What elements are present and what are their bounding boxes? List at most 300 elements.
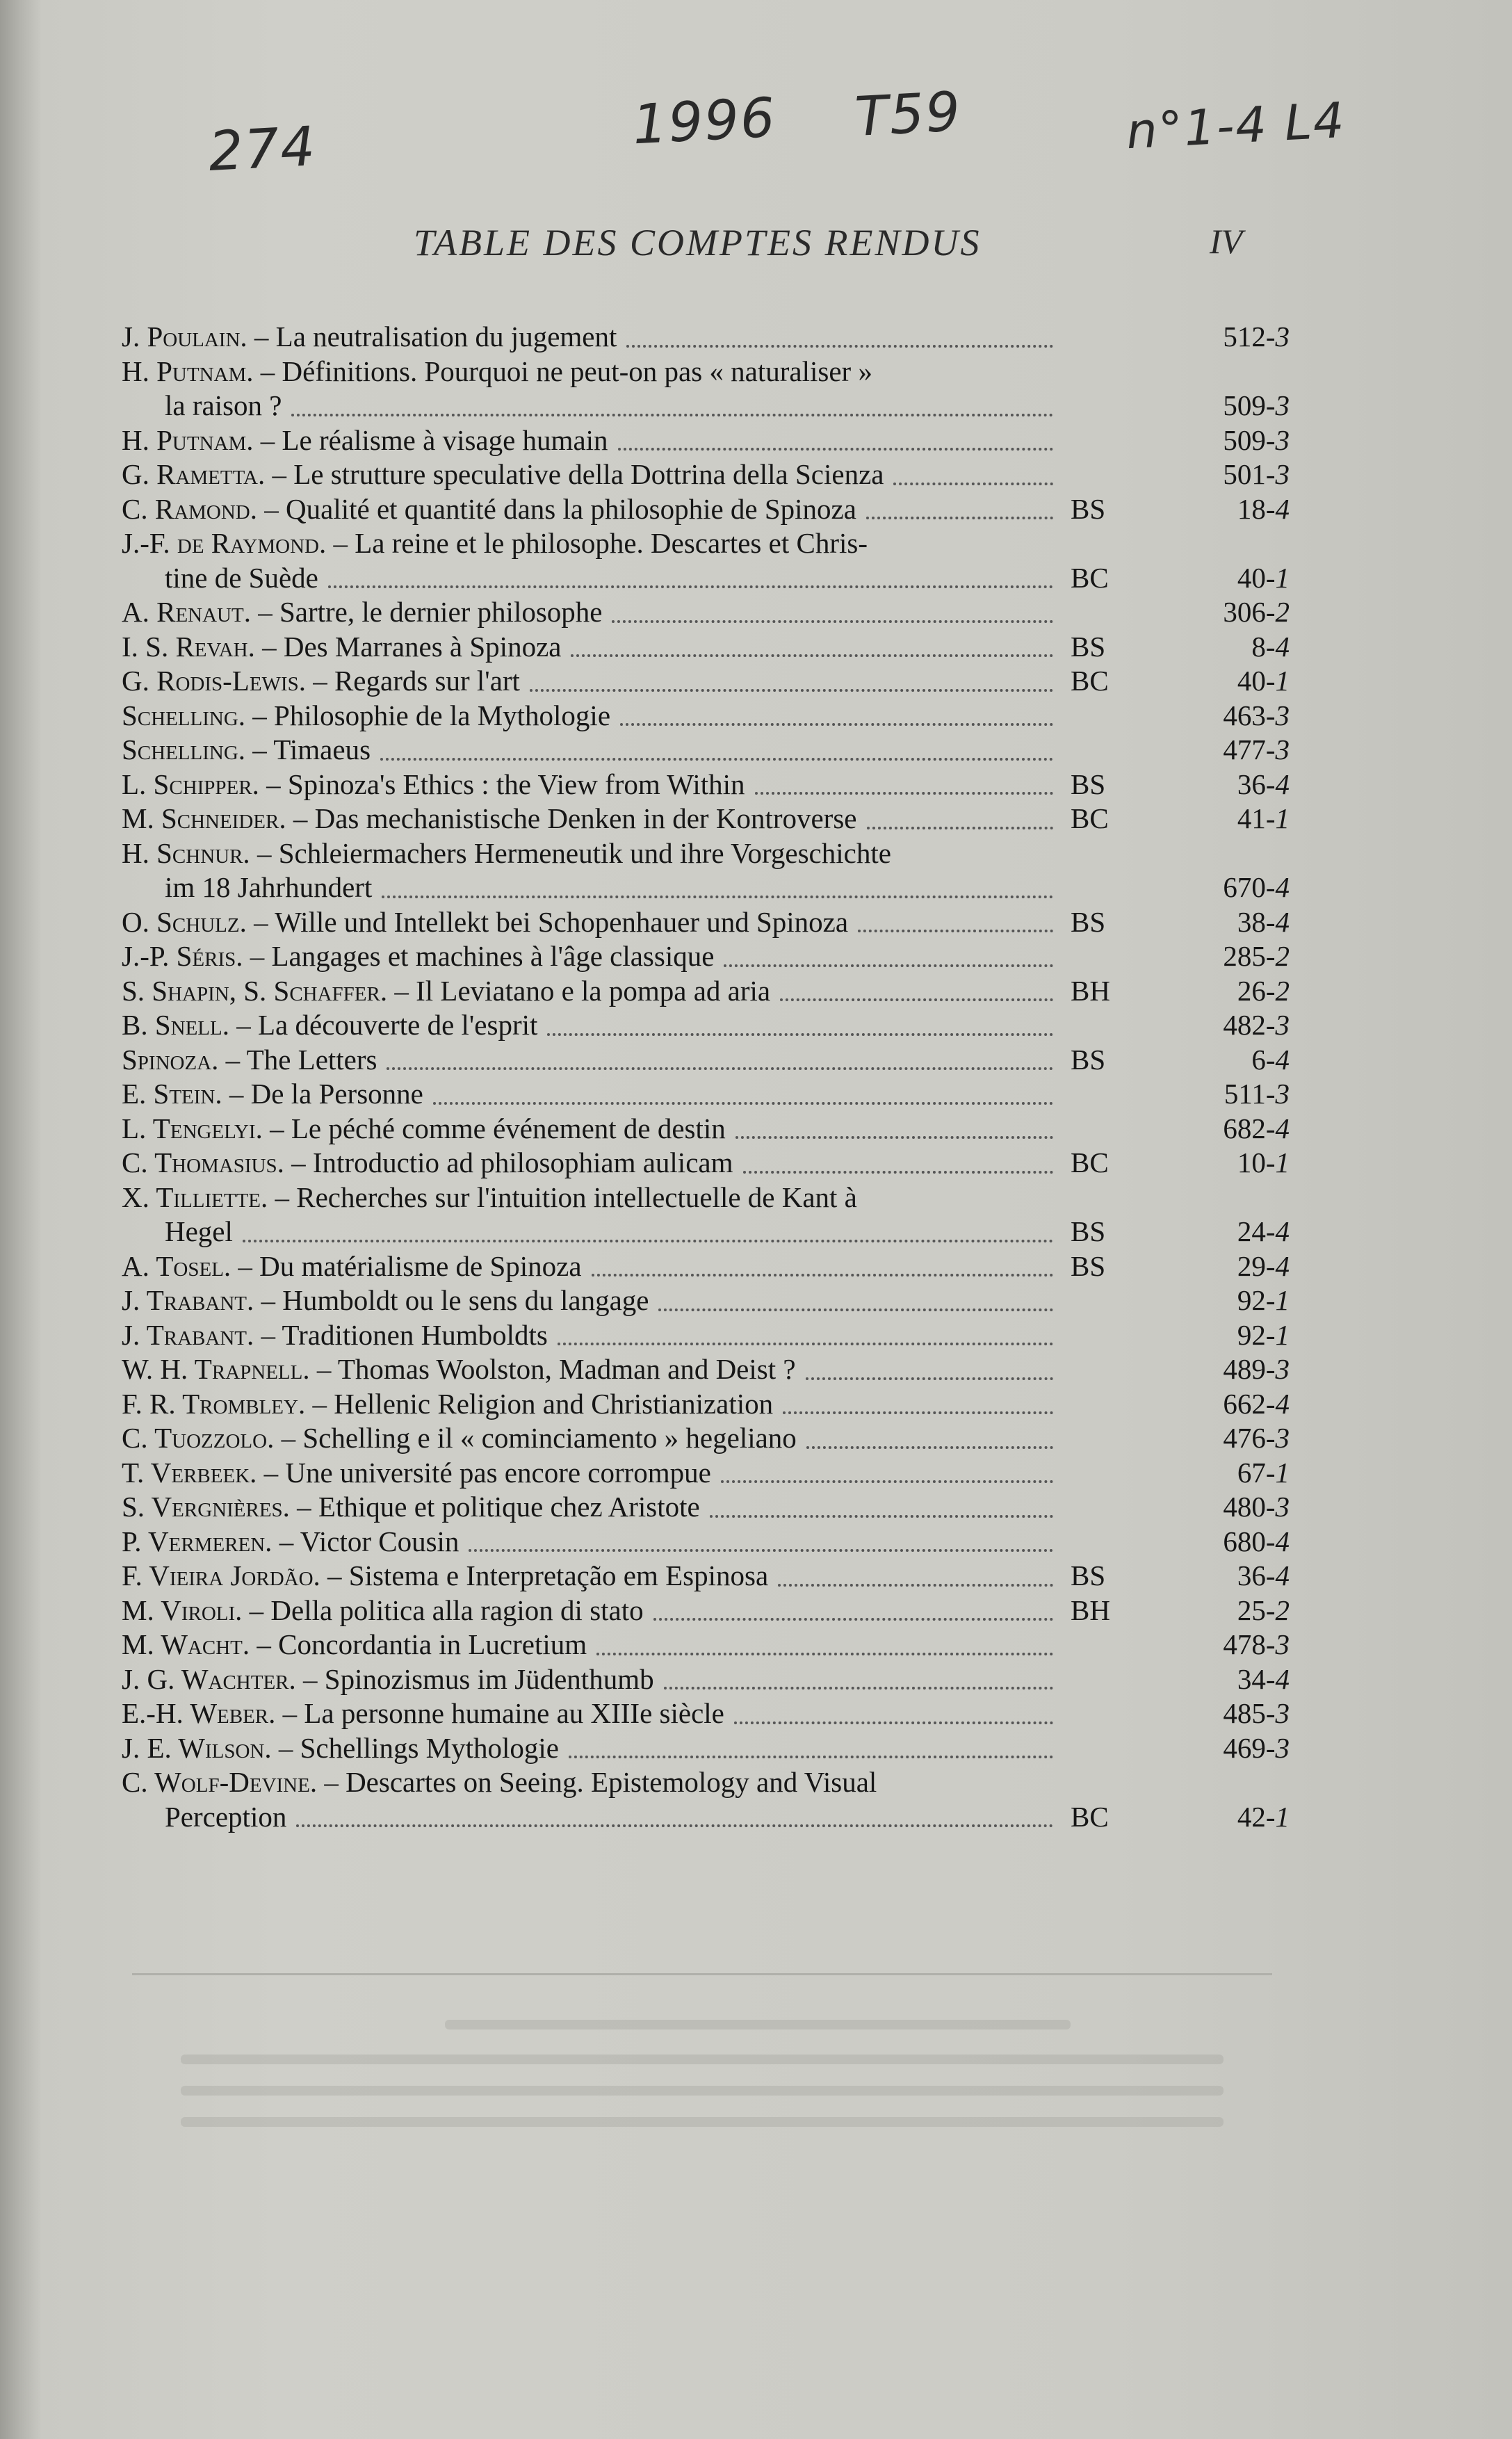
entry-line: C. Ramond. – Qualité et quantité dans la philosophie de Spinoza BS 18-4	[122, 492, 1290, 527]
issue-number: 2	[1275, 974, 1290, 1007]
bleed-through-rule	[132, 1973, 1272, 1975]
bleed-through-text	[445, 2020, 1071, 2029]
page-number: 41-	[1237, 802, 1276, 834]
issue-number: 3	[1275, 321, 1290, 353]
entry-title: Philosophie de la Mythologie	[274, 699, 611, 731]
entry-title: Concordantia in Lucretium	[278, 1628, 587, 1660]
entry-line: M. Wacht. – Concordantia in Lucretium 478-3	[122, 1628, 1290, 1662]
entry-page-ref	[1164, 1352, 1290, 1387]
entry-line: E.-H. Weber. – La personne humaine au XIIIe siècle 485-3	[122, 1696, 1290, 1731]
entry-line: Schelling. – Philosophie de la Mythologie 463-3	[122, 699, 1290, 734]
page-number: 477-	[1223, 734, 1276, 765]
entry-code: BH	[1071, 1594, 1110, 1626]
entry-page-ref	[1164, 492, 1290, 527]
leader-dots	[596, 1653, 1053, 1655]
leader-dots	[569, 1756, 1053, 1758]
leader-dots	[618, 448, 1053, 451]
entry-line: E. Stein. – De la Personne 511-3	[122, 1077, 1290, 1112]
entry-line: M. Schneider. – Das mechanistische Denken in der Kontroverse BC 41-1	[122, 802, 1290, 836]
entry-author: C. Wolf-Devine.	[122, 1766, 318, 1798]
entry-title: La personne humaine au XIIIe siècle	[304, 1697, 724, 1729]
issue-number: 3	[1275, 1009, 1290, 1041]
issue-number: 3	[1275, 423, 1290, 456]
issue-number: 1	[1275, 1800, 1290, 1833]
review-entry	[122, 1387, 1290, 1422]
leader-dots	[612, 620, 1053, 623]
entry-author: H. Putnam.	[122, 355, 254, 387]
issue-number: 3	[1275, 1697, 1290, 1729]
entry-page-ref	[1164, 1249, 1290, 1284]
entry-code: BS	[1071, 492, 1106, 525]
entry-page-ref	[1164, 1594, 1290, 1628]
entry-author: G. Rametta.	[122, 458, 266, 490]
entry-author: C. Tuozzolo.	[122, 1422, 275, 1454]
entry-page-ref	[1164, 561, 1290, 596]
leader-dots	[658, 1308, 1053, 1311]
review-entry	[122, 1662, 1290, 1697]
entry-author: J. Trabant.	[122, 1284, 254, 1316]
review-entry	[122, 974, 1290, 1009]
leader-dots	[558, 1343, 1053, 1345]
page-number: 480-	[1223, 1491, 1276, 1523]
entry-title: Humboldt ou le sens du langage	[282, 1284, 649, 1316]
entry-line: W. H. Trapnell. – Thomas Woolston, Madman and Deist ? 489-3	[122, 1352, 1290, 1387]
entry-author: C. Thomasius.	[122, 1146, 284, 1178]
page-number: 6-	[1251, 1043, 1276, 1076]
leader-dots	[743, 1171, 1053, 1174]
entry-title: Schleiermachers Hermeneutik und ihre Vorgeschichte	[278, 836, 891, 869]
entry-author: L. Tengelyi.	[122, 1112, 263, 1144]
page-number: 485-	[1223, 1697, 1276, 1729]
review-entry	[122, 492, 1290, 527]
entry-page-ref	[1164, 1043, 1290, 1078]
issue-number: 3	[1275, 1628, 1290, 1660]
page-number: 670-	[1223, 871, 1276, 903]
entry-title: la raison ?	[165, 389, 282, 421]
entry-title: Spinoza's Ethics : the View from Within	[287, 768, 745, 800]
issue-number: 1	[1275, 665, 1290, 697]
entry-page-ref	[1164, 595, 1290, 630]
entry-author: A. Tosel.	[122, 1249, 231, 1282]
entry-page-ref	[1164, 768, 1290, 802]
leader-dots	[626, 345, 1053, 348]
entry-line: J. Trabant. – Traditionen Humboldts 92-1	[122, 1318, 1290, 1353]
page-number: 38-	[1237, 905, 1276, 938]
entry-author: J.-P. Séris.	[122, 940, 243, 972]
entry-author: M. Schneider.	[122, 802, 286, 834]
review-entry	[122, 595, 1290, 630]
entry-title: Le réalisme à visage humain	[282, 423, 608, 456]
page-title: TABLE DES COMPTES RENDUS	[414, 222, 982, 264]
handwritten-note-year: 1996	[631, 86, 778, 157]
entry-line: C. Thomasius. – Introductio ad philosophiam aulicam BC 10-1	[122, 1146, 1290, 1181]
entry-title: Hellenic Religion and Christianization	[334, 1387, 774, 1420]
issue-number: 4	[1275, 1215, 1290, 1247]
entry-line	[122, 870, 1290, 905]
page-number: 29-	[1237, 1249, 1276, 1282]
entry-line: O. Schulz. – Wille und Intellekt bei Schopenhauer und Spinoza BS 38-4	[122, 905, 1290, 940]
issue-number: 4	[1275, 1043, 1290, 1076]
entry-title: The Letters	[246, 1043, 377, 1076]
entry-author: X. Tilliette.	[122, 1181, 268, 1213]
leader-dots	[571, 654, 1053, 657]
entry-line: T. Verbeek. – Une université pas encore corrompue 67-1	[122, 1456, 1290, 1491]
entry-title: Du matérialisme de Spinoza	[259, 1249, 582, 1282]
entry-line: J.-P. Séris. – Langages et machines à l'âge classique 285-2	[122, 939, 1290, 974]
entry-page-ref	[1164, 1731, 1290, 1766]
leader-dots	[382, 896, 1053, 898]
entry-code: BC	[1071, 1146, 1109, 1178]
entry-author: I. S. Revah.	[122, 630, 255, 663]
entry-code: BC	[1071, 561, 1109, 594]
entry-title: Définitions. Pourquoi ne peut-on pas « naturaliser »	[282, 355, 872, 387]
entry-author: J. G. Wachter.	[122, 1662, 296, 1695]
entry-page-ref	[1164, 1456, 1290, 1491]
entry-page-ref	[1164, 1421, 1290, 1456]
leader-dots	[755, 792, 1053, 795]
entry-author: Schelling.	[122, 699, 246, 731]
entry-code: BS	[1071, 768, 1106, 800]
leader-dots	[780, 998, 1053, 1001]
review-entry	[122, 1559, 1290, 1594]
review-entry	[122, 1456, 1290, 1491]
page-number: 36-	[1237, 768, 1276, 800]
entry-line: X. Tilliette. – Recherches sur l'intuition intellectuelle de Kant à	[122, 1181, 857, 1213]
review-entry	[122, 1146, 1290, 1181]
issue-number: 3	[1275, 699, 1290, 731]
page-number: 8-	[1251, 630, 1276, 663]
entry-title: La reine et le philosophe. Descartes et Chris-	[355, 527, 868, 559]
entry-author: A. Renaut.	[122, 596, 251, 628]
bleed-through-text	[181, 2055, 1224, 2064]
leader-dots	[867, 827, 1053, 829]
entry-page-ref	[1164, 870, 1290, 905]
leader-dots	[734, 1721, 1053, 1724]
leader-dots	[735, 1136, 1053, 1139]
entry-author: G. Rodis-Lewis.	[122, 665, 306, 697]
page-number: 463-	[1223, 699, 1276, 731]
page-number: 67-	[1237, 1456, 1276, 1489]
entry-title: Le strutture speculative della Dottrina della Scienza	[293, 458, 884, 490]
review-table-list	[122, 320, 1290, 1834]
entry-page-ref	[1164, 1628, 1290, 1662]
page-number: 509-	[1223, 423, 1276, 456]
entry-line: S. Vergnières. – Ethique et politique chez Aristote 480-3	[122, 1490, 1290, 1525]
issue-number: 2	[1275, 1594, 1290, 1626]
entry-page-ref	[1164, 630, 1290, 665]
entry-title: Des Marranes à Spinoza	[283, 630, 562, 663]
entry-page-ref	[1164, 905, 1290, 940]
entry-author: T. Verbeek.	[122, 1456, 257, 1489]
entry-line: Spinoza. – The Letters BS 6-4	[122, 1043, 1290, 1078]
issue-number: 4	[1275, 768, 1290, 800]
issue-number: 2	[1275, 940, 1290, 972]
issue-number: 3	[1275, 1078, 1290, 1110]
entry-line	[122, 561, 1290, 596]
entry-page-ref	[1164, 1800, 1290, 1835]
entry-line	[122, 389, 1290, 423]
page-number: 501-	[1223, 458, 1276, 490]
review-entry	[122, 457, 1290, 492]
entry-author: S. Shapin, S. Schaffer.	[122, 974, 388, 1007]
entry-page-ref	[1164, 939, 1290, 974]
entry-page-ref	[1164, 664, 1290, 699]
review-entry	[122, 1352, 1290, 1387]
page-number: 10-	[1237, 1146, 1276, 1178]
entry-author: C. Ramond.	[122, 492, 258, 525]
entry-page-ref	[1164, 1112, 1290, 1146]
entry-page-ref	[1164, 802, 1290, 836]
leader-dots	[653, 1618, 1053, 1621]
section-number: IV	[1210, 222, 1243, 261]
entry-author: Schelling.	[122, 734, 246, 765]
entry-title: Hegel	[165, 1215, 233, 1247]
leader-dots	[866, 517, 1053, 519]
leader-dots	[243, 1240, 1053, 1242]
entry-title: Thomas Woolston, Madman and Deist ?	[337, 1353, 796, 1385]
entry-author: H. Putnam.	[122, 423, 254, 456]
entry-line: G. Rodis-Lewis. – Regards sur l'art BC 40-1	[122, 664, 1290, 699]
page-number: 469-	[1223, 1731, 1276, 1764]
entry-line	[122, 1215, 1290, 1249]
leader-dots	[721, 1480, 1053, 1483]
leader-dots	[387, 1067, 1053, 1070]
leader-dots	[380, 758, 1053, 761]
entry-title: Traditionen Humboldts	[282, 1318, 548, 1351]
entry-title: Spinozismus im Jüdenthumb	[324, 1662, 654, 1695]
entry-title: Timaeus	[273, 734, 371, 765]
leader-dots	[724, 964, 1053, 967]
review-entry	[122, 664, 1290, 699]
page-number: 512-	[1223, 321, 1276, 353]
issue-number: 1	[1275, 1284, 1290, 1316]
entry-page-ref	[1164, 1525, 1290, 1559]
issue-number: 4	[1275, 630, 1290, 663]
entry-page-ref	[1164, 1559, 1290, 1594]
entry-title: De la Personne	[250, 1078, 423, 1110]
entry-author: M. Viroli.	[122, 1594, 243, 1626]
entry-line: C. Tuozzolo. – Schelling e il « cominciamento » hegeliano 476-3	[122, 1421, 1290, 1456]
leader-dots	[806, 1446, 1053, 1449]
leader-dots	[291, 414, 1053, 416]
entry-title: Regards sur l'art	[334, 665, 520, 697]
page-number: 680-	[1223, 1525, 1276, 1557]
entry-title: tine de Suède	[165, 561, 318, 594]
entry-author: B. Snell.	[122, 1009, 229, 1041]
review-entry	[122, 526, 1290, 595]
entry-author: M. Wacht.	[122, 1628, 250, 1660]
review-entry	[122, 320, 1290, 355]
page-number: 509-	[1223, 389, 1276, 421]
entry-title: La neutralisation du jugement	[275, 321, 617, 353]
entry-line: H. Schnur. – Schleiermachers Hermeneutik und ihre Vorgeschichte	[122, 836, 891, 869]
issue-number: 1	[1275, 1318, 1290, 1351]
entry-title: Das mechanistische Denken in der Kontroverse	[314, 802, 857, 834]
review-entry	[122, 1594, 1290, 1628]
page-number: 40-	[1237, 665, 1276, 697]
leader-dots	[547, 1033, 1053, 1036]
review-entry	[122, 905, 1290, 940]
leader-dots	[664, 1687, 1053, 1690]
page-number: 478-	[1223, 1628, 1276, 1660]
entry-author: F. R. Trombley.	[122, 1387, 306, 1420]
entry-author: W. H. Trapnell.	[122, 1353, 310, 1385]
entry-code: BC	[1071, 802, 1109, 834]
leader-dots	[620, 723, 1053, 726]
entry-author: S. Vergnières.	[122, 1491, 290, 1523]
entry-title: im 18 Jahrhundert	[165, 871, 373, 903]
issue-number: 4	[1275, 1249, 1290, 1282]
entry-line: J. G. Wachter. – Spinozismus im Jüdenthumb 34-4	[122, 1662, 1290, 1697]
issue-number: 3	[1275, 1353, 1290, 1385]
page-number: 285-	[1223, 940, 1276, 972]
entry-title: Langages et machines à l'âge classique	[271, 940, 715, 972]
issue-number: 4	[1275, 492, 1290, 525]
review-entry	[122, 1525, 1290, 1559]
page-number: 662-	[1223, 1387, 1276, 1420]
entry-title: Recherches sur l'intuition intellectuelle de Kant à	[296, 1181, 857, 1213]
review-entry	[122, 836, 1290, 905]
page-number: 476-	[1223, 1422, 1276, 1454]
entry-title: Ethique et politique chez Aristote	[318, 1491, 700, 1523]
page-number: 42-	[1237, 1800, 1276, 1833]
page-number: 26-	[1237, 974, 1276, 1007]
review-entry	[122, 1731, 1290, 1766]
review-entry	[122, 1283, 1290, 1318]
bleed-through-text	[181, 2086, 1224, 2096]
entry-line: C. Wolf-Devine. – Descartes on Seeing. Epistemology and Visual	[122, 1766, 877, 1798]
entry-title: Schelling e il « cominciamento » hegeliano	[302, 1422, 797, 1454]
entry-title: Il Leviatano e la pompa ad aria	[416, 974, 771, 1007]
entry-line: A. Tosel. – Du matérialisme de Spinoza BS 29-4	[122, 1249, 1290, 1284]
entry-page-ref	[1164, 389, 1290, 423]
page-number: 511-	[1224, 1078, 1276, 1110]
issue-number: 3	[1275, 1491, 1290, 1523]
entry-line: H. Putnam. – Définitions. Pourquoi ne peut-on pas « naturaliser »	[122, 355, 872, 387]
issue-number: 4	[1275, 1112, 1290, 1144]
page-number: 24-	[1237, 1215, 1276, 1247]
entry-page-ref	[1164, 423, 1290, 458]
issue-number: 3	[1275, 1422, 1290, 1454]
entry-line: P. Vermeren. – Victor Cousin 680-4	[122, 1525, 1290, 1559]
review-entry	[122, 1696, 1290, 1731]
review-entry	[122, 1490, 1290, 1525]
page-number: 36-	[1237, 1559, 1276, 1591]
entry-page-ref	[1164, 733, 1290, 768]
entry-page-ref	[1164, 1490, 1290, 1525]
entry-line: J. Poulain. – La neutralisation du jugement 512-3	[122, 320, 1290, 355]
issue-number: 4	[1275, 1559, 1290, 1591]
entry-author: J. E. Wilson.	[122, 1731, 272, 1764]
review-entry	[122, 1421, 1290, 1456]
entry-title: Della politica alla ragion di stato	[270, 1594, 644, 1626]
issue-number: 3	[1275, 1731, 1290, 1764]
entry-author: E.-H. Weber.	[122, 1697, 276, 1729]
issue-number: 3	[1275, 734, 1290, 765]
leader-dots	[778, 1584, 1053, 1587]
leader-dots	[783, 1411, 1053, 1414]
entry-line: Schelling. – Timaeus 477-3	[122, 733, 1290, 768]
issue-number: 1	[1275, 802, 1290, 834]
entry-code: BS	[1071, 630, 1106, 663]
page-number: 92-	[1237, 1318, 1276, 1351]
entry-title: Wille und Intellekt bei Schopenhauer und Spinoza	[275, 905, 849, 938]
entry-title: Schellings Mythologie	[300, 1731, 559, 1764]
page-number: 40-	[1237, 561, 1276, 594]
issue-number: 4	[1275, 1387, 1290, 1420]
issue-number: 1	[1275, 1146, 1290, 1178]
entry-line	[122, 1800, 1290, 1835]
leader-dots	[469, 1549, 1053, 1552]
handwritten-note-volume: T59	[853, 81, 964, 149]
entry-page-ref	[1164, 1146, 1290, 1181]
entry-line: S. Shapin, S. Schaffer. – Il Leviatano e la pompa ad aria BH 26-2	[122, 974, 1290, 1009]
entry-line: B. Snell. – La découverte de l'esprit 482-3	[122, 1008, 1290, 1043]
leader-dots	[858, 930, 1053, 932]
review-entry	[122, 733, 1290, 768]
entry-author: L. Schipper.	[122, 768, 259, 800]
page-number: 489-	[1223, 1353, 1276, 1385]
entry-line: J.-F. de Raymond. – La reine et le philosophe. Descartes et Chris-	[122, 527, 868, 559]
review-entry	[122, 1077, 1290, 1112]
review-entry	[122, 1008, 1290, 1043]
review-entry	[122, 1181, 1290, 1249]
entry-title: Sartre, le dernier philosophe	[279, 596, 603, 628]
entry-author: J. Trabant.	[122, 1318, 254, 1351]
entry-code: BS	[1071, 905, 1106, 938]
entry-title: Descartes on Seeing. Epistemology and Visual	[346, 1766, 877, 1798]
entry-line: J. Trabant. – Humboldt ou le sens du langage 92-1	[122, 1283, 1290, 1318]
leader-dots	[806, 1377, 1053, 1380]
entry-title: Perception	[165, 1800, 287, 1833]
leader-dots	[710, 1515, 1053, 1518]
issue-number: 1	[1275, 561, 1290, 594]
issue-number: 2	[1275, 596, 1290, 628]
entry-code: BS	[1071, 1043, 1106, 1076]
entry-title: Une université pas encore corrompue	[285, 1456, 711, 1489]
page-number: 306-	[1223, 596, 1276, 628]
handwritten-note-number: 274	[206, 115, 318, 184]
page-number: 25-	[1237, 1594, 1276, 1626]
entry-code: BS	[1071, 1215, 1106, 1247]
issue-number: 4	[1275, 1662, 1290, 1695]
entry-line: L. Tengelyi. – Le péché comme événement de destin 682-4	[122, 1112, 1290, 1146]
entry-author: E. Stein.	[122, 1078, 222, 1110]
issue-number: 1	[1275, 1456, 1290, 1489]
issue-number: 3	[1275, 458, 1290, 490]
entry-page-ref	[1164, 1283, 1290, 1318]
entry-line: L. Schipper. – Spinoza's Ethics : the View from Within BS 36-4	[122, 768, 1290, 802]
entry-page-ref	[1164, 1077, 1290, 1112]
review-entry	[122, 768, 1290, 802]
entry-code: BC	[1071, 665, 1109, 697]
entry-line: G. Rametta. – Le strutture speculative della Dottrina della Scienza 501-3	[122, 457, 1290, 492]
review-entry	[122, 802, 1290, 836]
entry-page-ref	[1164, 1008, 1290, 1043]
entry-title: Victor Cousin	[300, 1525, 460, 1557]
review-entry	[122, 939, 1290, 974]
review-entry	[122, 1318, 1290, 1353]
entry-page-ref	[1164, 1387, 1290, 1422]
entry-author: P. Vermeren.	[122, 1525, 273, 1557]
page-number: 92-	[1237, 1284, 1276, 1316]
review-entry	[122, 1112, 1290, 1146]
entry-page-ref	[1164, 457, 1290, 492]
entry-author: O. Schulz.	[122, 905, 247, 938]
entry-page-ref	[1164, 320, 1290, 355]
entry-page-ref	[1164, 1696, 1290, 1731]
handwritten-note-issue: n°1-4 L4	[1125, 91, 1347, 161]
